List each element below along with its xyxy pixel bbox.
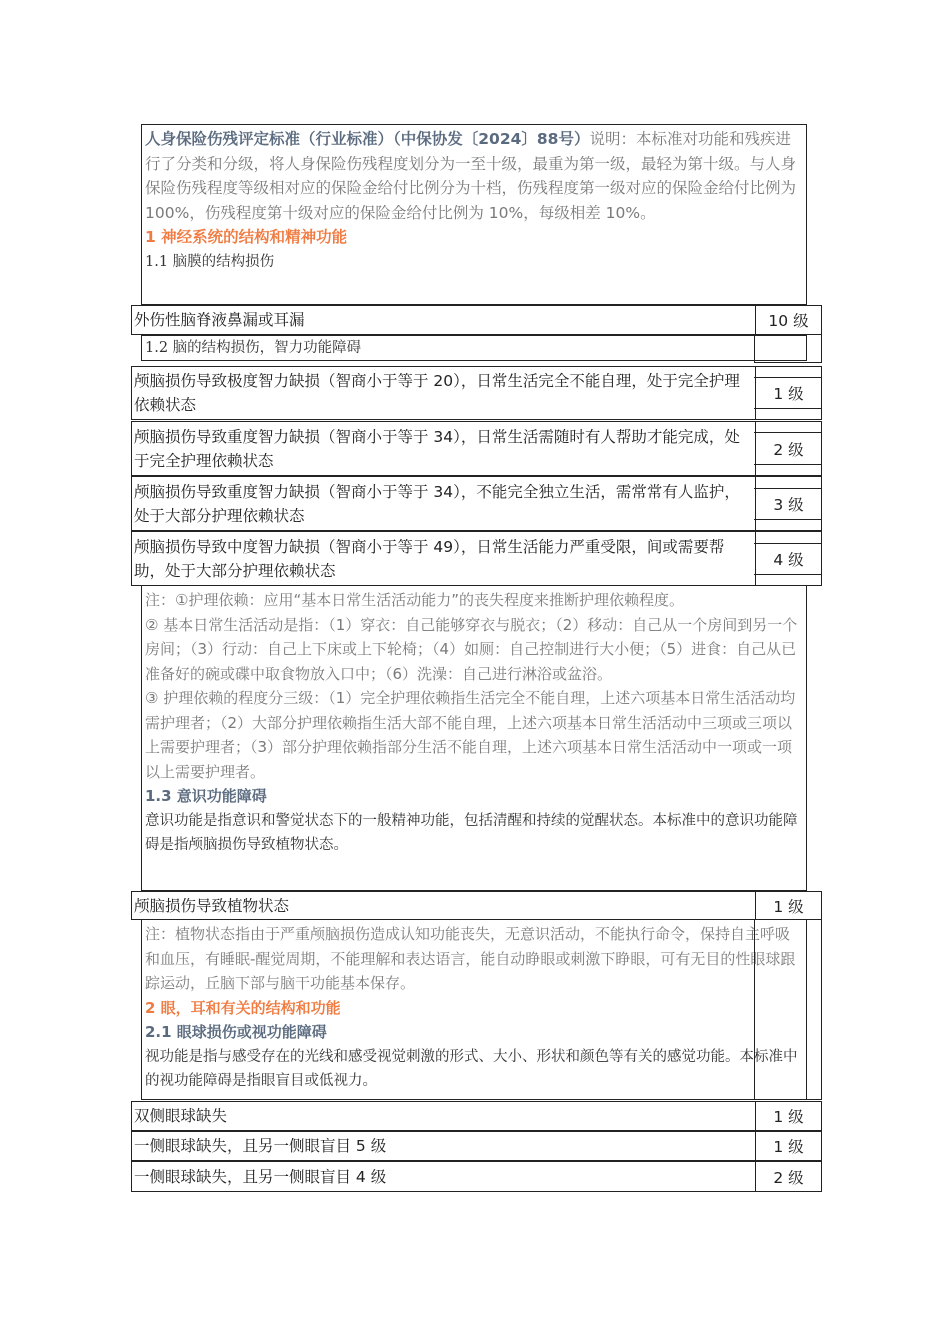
table-row bbox=[131, 1131, 822, 1161]
grid-line bbox=[754, 408, 822, 409]
section-2-heading: 2 眼，耳和有关的结构和功能 bbox=[145, 998, 341, 1017]
row-description: 一侧眼球缺失，且另一侧眼盲目 4 级 bbox=[132, 1162, 756, 1191]
row-level: 4 级 bbox=[773, 550, 804, 569]
row-description: 颅脑损伤导致极度智力缺损（智商小于等于 20），日常生活完全不能自理，处于完全护理依赖状态 bbox=[132, 367, 756, 419]
subsection-1-3-heading: 1.3 意识功能障碍 bbox=[145, 787, 267, 805]
note-block-care-dependence bbox=[141, 586, 807, 891]
row-description: 颅脑损伤导致中度智力缺损（智商小于等于 49），日常生活能力严重受限，间或需要帮助，处于大部分护理依赖状态 bbox=[132, 532, 756, 585]
row-level: 1 级 bbox=[773, 1138, 804, 1156]
grid-line bbox=[754, 519, 822, 520]
row-level: 1 级 bbox=[773, 1108, 804, 1126]
row-description: 颅脑损伤导致重度智力缺损（智商小于等于 34），不能完全独立生活，需常常有人监护，处于大部分护理依赖状态 bbox=[132, 477, 756, 530]
intro-block bbox=[141, 124, 807, 305]
row-description: 颅脑损伤导致重度智力缺损（智商小于等于 34），日常生活需随时有人帮助才能完成，处于完全护理依赖状态 bbox=[132, 422, 756, 475]
subsection-1-2: 1.2 脑的结构损伤，智力功能障碍 bbox=[141, 335, 807, 361]
row-description: 一侧眼球缺失，且另一侧眼盲目 5 级 bbox=[132, 1132, 756, 1160]
grid-sliver bbox=[754, 920, 822, 1100]
row-level: 1 级 bbox=[773, 385, 804, 403]
grid-line bbox=[754, 543, 822, 544]
table-row bbox=[131, 1161, 822, 1192]
table-row bbox=[131, 421, 822, 476]
table-row bbox=[131, 531, 822, 586]
row-level: 2 级 bbox=[773, 1168, 804, 1187]
note-paragraph: 注：①护理依赖：应用“基本日常生活活动能力”的丧失程度来推断护理依赖程度。 bbox=[145, 591, 684, 609]
intro-text: 说明：本标准对功能和残疾进行了分类和分级，将人身保险伤残程度划分为一至十级，最重为第一级，最轻为第十级。与人身保险伤残程度等级相对应的保险金给付比例分为十档，伤残程度第一级对应的保险金给付比例为 100%，伤残程度第十级对应的保险金给付比例为 10%，每级相差 10%。 bbox=[145, 130, 797, 222]
note-paragraph: 注：植物状态指由于严重颅脑损伤造成认知功能丧失，无意识活动，不能执行命令，保持自主呼吸和血压，有睡眠-醒觉周期，不能理解和表达语言，能自动睁眼或刺激下睁眼，可有无目的性眼球跟踪运动，丘脑下部与脑干功能基本保存。 bbox=[145, 925, 796, 992]
grid-line bbox=[754, 432, 822, 433]
row-description: 双侧眼球缺失 bbox=[132, 1102, 756, 1130]
section-1-heading: 1 神经系统的结构和精神功能 bbox=[145, 228, 348, 246]
table-row bbox=[131, 305, 822, 335]
standard-title: 人身保险伤残评定标准（行业标准）（中保协发〔2024〕88号） bbox=[145, 130, 590, 148]
intro-paragraph bbox=[145, 127, 804, 225]
table-row bbox=[131, 1101, 822, 1131]
note-paragraph: ③ 护理依赖的程度分三级：（1）完全护理依赖指生活完全不能自理，上述六项基本日常生活活动均需护理者；（2）大部分护理依赖指生活大部不能自理，上述六项基本日常生活活动中三项或三项以上需要护理者；（3）部分护理依赖指部分生活不能自理，上述六项基本日常生活活动中一项或一项以上需要护理者。 bbox=[145, 689, 796, 781]
grid-line bbox=[754, 464, 822, 465]
table-row bbox=[131, 891, 822, 920]
grid-line bbox=[754, 377, 822, 378]
row-description: 颅脑损伤导致植物状态 bbox=[132, 892, 756, 919]
vision-definition: 视功能是指与感受存在的光线和感受视觉刺激的形式、大小、形状和颜色等有关的感觉功能。本标准中的视功能障碍是指眼盲目或低视力。 bbox=[145, 1048, 798, 1089]
subsection-1-1: 1.1 脑膜的结构损伤 bbox=[145, 253, 275, 270]
subsection-2-1-heading: 2.1 眼球损伤或视功能障碍 bbox=[145, 1023, 327, 1041]
table-row bbox=[131, 476, 822, 531]
row-level: 1 级 bbox=[773, 897, 804, 916]
row-description: 外伤性脑脊液鼻漏或耳漏 bbox=[132, 306, 756, 334]
row-level: 10 级 bbox=[768, 312, 809, 330]
consciousness-definition: 意识功能是指意识和警觉状态下的一般精神功能，包括清醒和持续的觉醒状态。本标准中的意识功能障碍是指颅脑损伤导致植物状态。 bbox=[145, 812, 798, 853]
table-row bbox=[131, 366, 822, 420]
grid-sliver bbox=[754, 335, 822, 363]
note-block-vegetative-state bbox=[141, 920, 807, 1100]
grid-line bbox=[754, 574, 822, 575]
note-paragraph: ② 基本日常生活活动是指：（1）穿衣：自己能够穿衣与脱衣；（2）移动：自己从一个房间到另一个房间；（3）行动：自己上下床或上下轮椅；（4）如厕：自己控制进行大小便；（5）进食：自己从已准备好的碗或碟中取食物放入口中；（6）洗澡：自己进行淋浴或盆浴。 bbox=[145, 615, 798, 683]
row-level: 2 级 bbox=[773, 440, 804, 459]
grid-line bbox=[754, 488, 822, 489]
row-level: 3 级 bbox=[773, 495, 804, 514]
